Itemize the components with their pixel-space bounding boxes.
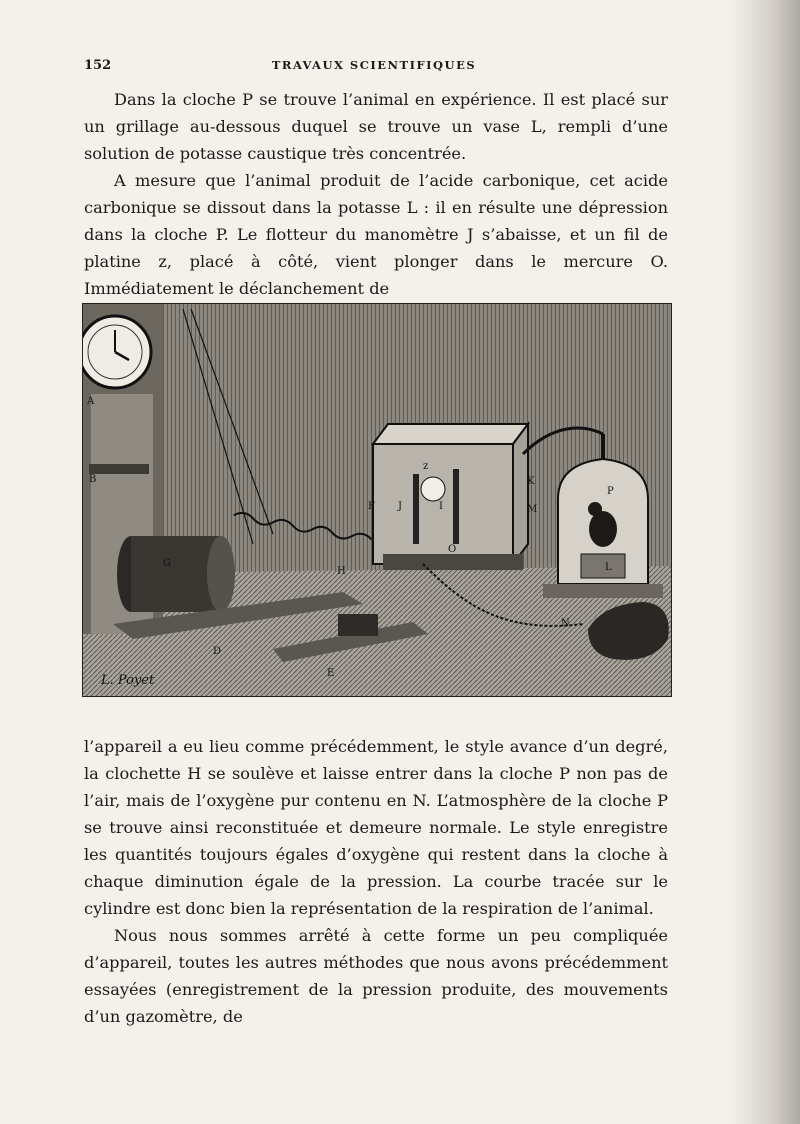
page-header <box>84 58 664 80</box>
figure-label: A <box>87 396 95 407</box>
figure-label: N <box>561 618 570 629</box>
figure-label: B <box>89 474 97 485</box>
figure-label: F <box>368 501 375 512</box>
figure-label: L <box>605 562 612 573</box>
apparatus-engraving <box>82 303 672 697</box>
figure-label: z <box>423 461 429 472</box>
figure-label: E <box>327 668 335 679</box>
figure-label: K <box>527 476 535 487</box>
figure-label: M <box>527 504 538 515</box>
clock <box>83 316 151 388</box>
paragraph: Dans la cloche P se trouve l’animal en expérience. Il est placé sur un grillage au-dessous duquel se trouve un vase L, rempli d’une solution de potasse caustique très concentrée. <box>84 90 668 163</box>
figure-label: P <box>607 486 614 497</box>
engraver-signature: L. Poyet <box>101 673 155 688</box>
paragraph: Nous nous sommes arrêté à cette forme un peu compliquée d’appareil, toutes les autres méthodes que nous avons précédemment essayées (enregistrement de la pression produite, des mouvements d’un gazomètre, de <box>84 926 668 1026</box>
apparatus-illustration <box>83 304 671 696</box>
figure-label: H <box>337 566 346 577</box>
paragraph: l’appareil a eu lieu comme précédemment, le style avance d’un degré, la clochette H se soulève et laisse entrer dans la cloche P non pas de l’air, mais de l’oxygène pur contenu en N. L’atmosphère de la cloche P se trouve ainsi reconstituée et demeure normale. Le style enregistre les quantités toujours égales d’oxygène qui restent dans la cloche à chaque diminution égale de la pression. La courbe tracée sur le cylindre est donc bien la représentation de la respiration de l’animal. <box>84 737 668 918</box>
paragraph: A mesure que l’animal produit de l’acide carbonique, cet acide carbonique se dissout dans la potasse L : il en résulte une dépression dans la cloche P. Le flotteur du manomètre J s’abaisse, et un fil de platine z, placé à côté, vient plonger dans le mercure O. Immédiatement le déclanchement de <box>84 171 668 298</box>
running-title: TRAVAUX SCIENTIFIQUES <box>271 58 477 72</box>
top-text-block <box>84 86 668 302</box>
figure-label: O <box>448 544 457 555</box>
page-number: 152 <box>84 58 112 73</box>
figure-label: J <box>398 501 403 512</box>
recording-cylinder <box>117 536 235 612</box>
bracket <box>89 464 149 474</box>
figure-label: G <box>163 558 171 569</box>
bottom-text-block <box>84 733 668 1030</box>
figure-label: D <box>213 646 222 657</box>
page-edge-shadow <box>730 0 800 1124</box>
figure-label: I <box>439 501 443 512</box>
